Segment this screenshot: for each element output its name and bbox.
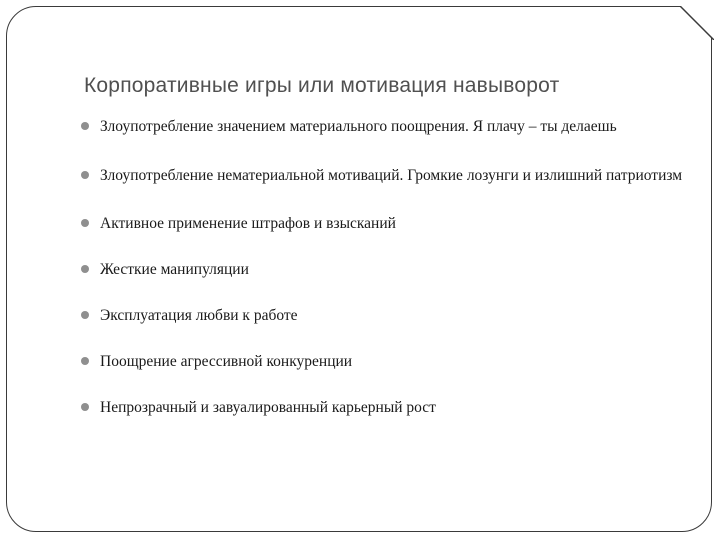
folded-corner-icon	[680, 6, 714, 40]
bullet-list	[80, 118, 690, 416]
bullet-icon	[81, 311, 89, 319]
bullet-icon	[81, 122, 89, 130]
bullet-text: Поощрение агрессивной конкуренции	[100, 353, 353, 370]
bullet-icon	[81, 403, 89, 411]
bullet-text: Непрозрачный и завуалированный карьерный рост	[100, 399, 436, 416]
list-item	[80, 261, 690, 278]
list-item	[80, 118, 690, 135]
bullet-text: Активное применение штрафов и взысканий	[100, 215, 396, 232]
bullet-text: Эксплуатация любви к работе	[100, 307, 298, 324]
bullet-text: Злоупотребление нематериальной мотиваций. Громкие лозунги и излишний патриотизм	[100, 167, 683, 184]
bullet-icon	[81, 357, 89, 365]
list-item	[80, 215, 690, 232]
bullet-icon	[81, 265, 89, 273]
bullet-icon	[81, 171, 89, 179]
bullet-text: Злоупотребление значением материального поощрения. Я плачу – ты делаешь	[100, 118, 617, 135]
list-item	[80, 399, 690, 416]
bullet-text: Жесткие манипуляции	[100, 261, 249, 278]
list-item	[80, 307, 690, 324]
list-item	[80, 167, 690, 184]
list-item	[80, 353, 690, 370]
bullet-icon	[81, 219, 89, 227]
slide-title: Корпоративные игры или мотивация навыворот	[84, 74, 560, 97]
